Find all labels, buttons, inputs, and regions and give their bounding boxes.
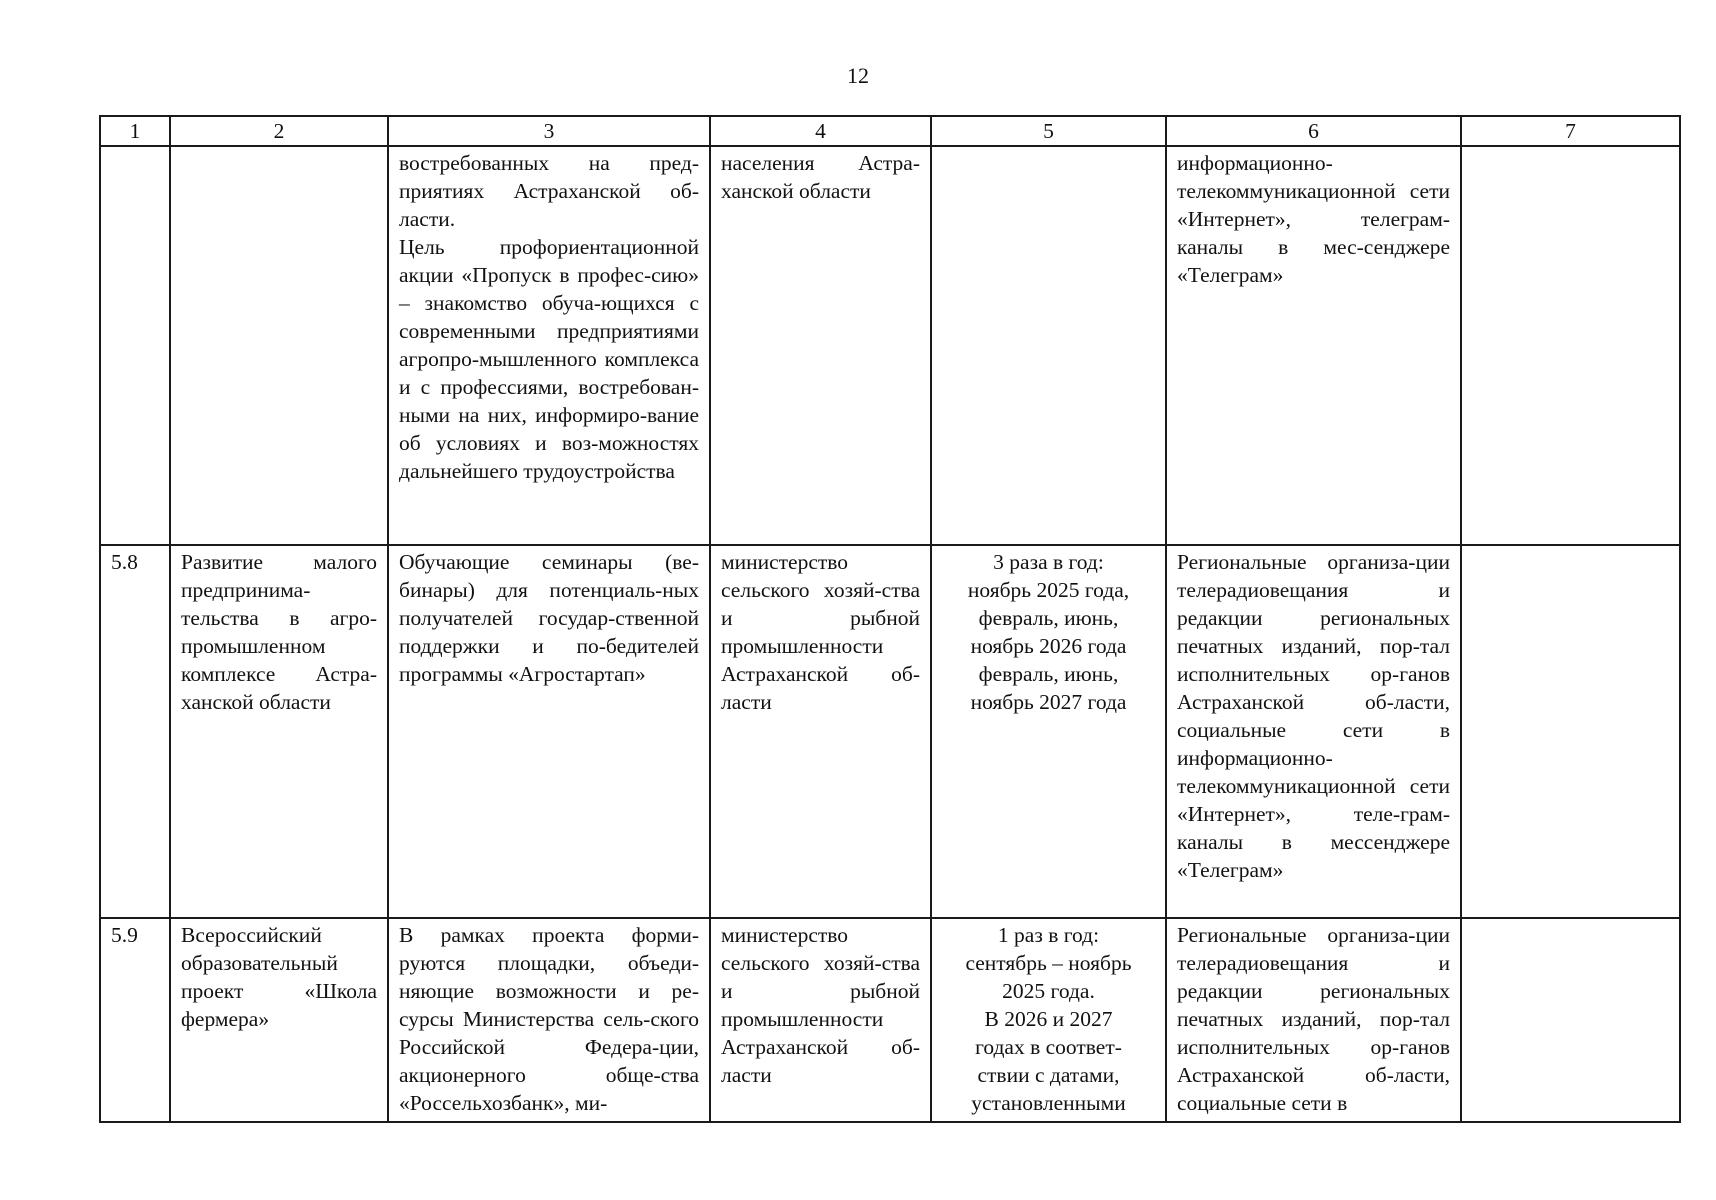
row-number: 5.8: [100, 545, 170, 918]
measure-media: информационно-телекоммуникационной сети «Интернет», телеграм-каналы в мес-сенджере «Телеграм»: [1166, 146, 1461, 545]
measure-executor: министерство сельского хозяй-ства и рыбной промышленности Астраханской об-ласти: [710, 918, 931, 1122]
measure-dates: 3 раза в год: ноябрь 2025 года, февраль, июнь, ноябрь 2026 года февраль, июнь, ноябрь 2027 года: [931, 545, 1166, 918]
header-col-6: 6: [1166, 116, 1461, 146]
measure-dates: 1 раз в год: сентябрь – ноябрь 2025 года. В 2026 и 2027 годах в соответ- ствии с датами, установленными: [931, 918, 1166, 1122]
measure-description: востребованных на пред-приятиях Астраханской об-ласти. Цель профориентационной акции «Пропуск в профес-сию» – знакомство обуча-ющихся с современными предприятиями агропро-мышленного комплекса и с профессиями, востребован-ными на них, информиро-вание об условиях и воз-можностях дальнейшего трудоустройства: [388, 146, 710, 545]
table-row: [100, 545, 1680, 918]
measure-executor: населения Астра-ханской области: [710, 146, 931, 545]
measures-table: [99, 115, 1681, 1123]
header-col-7: 7: [1461, 116, 1680, 146]
measure-description: Обучающие семинары (ве-бинары) для потенциаль-ных получателей государ-ственной поддержки и по-бедителей программы «Агростартап»: [388, 545, 710, 918]
measure-name: [170, 146, 388, 545]
header-col-1: 1: [100, 116, 170, 146]
table-row: [100, 918, 1680, 1122]
page-number: 12: [847, 63, 869, 88]
row-number: [100, 146, 170, 545]
header-row: [100, 116, 1680, 146]
measure-note: [1461, 545, 1680, 918]
measure-description: В рамках проекта форми-руются площадки, объеди-няющие возможности и ре-сурсы Министерства сель-ского Российской Федера-ции, акционерного обще-ства «Россельхозбанк», ми-: [388, 918, 710, 1122]
header-col-3: 3: [388, 116, 710, 146]
measure-dates: [931, 146, 1166, 545]
header-col-5: 5: [931, 116, 1166, 146]
header-col-2: 2: [170, 116, 388, 146]
measure-executor: министерство сельского хозяй-ства и рыбной промышленности Астраханской об-ласти: [710, 545, 931, 918]
measure-note: [1461, 146, 1680, 545]
table-row: [100, 146, 1680, 545]
measure-name: Развитие малого предпринима-тельства в агро-промышленном комплексе Астра-ханской области: [170, 545, 388, 918]
measure-media: Региональные организа-ции телерадиовещания и редакции региональных печатных изданий, пор-тал исполнительных ор-ганов Астраханской об-ласти, социальные сети в: [1166, 918, 1461, 1122]
header-col-4: 4: [710, 116, 931, 146]
measure-media: Региональные организа-ции телерадиовещания и редакции региональных печатных изданий, пор-тал исполнительных ор-ганов Астраханской об-ласти, социальные сети в информационно-телекоммуникационной сети «Интернет», теле-грам-каналы в мессенджере «Телеграм»: [1166, 545, 1461, 918]
measure-name: Всероссийский образовательный проект «Школа фермера»: [170, 918, 388, 1122]
measure-note: [1461, 918, 1680, 1122]
row-number: 5.9: [100, 918, 170, 1122]
